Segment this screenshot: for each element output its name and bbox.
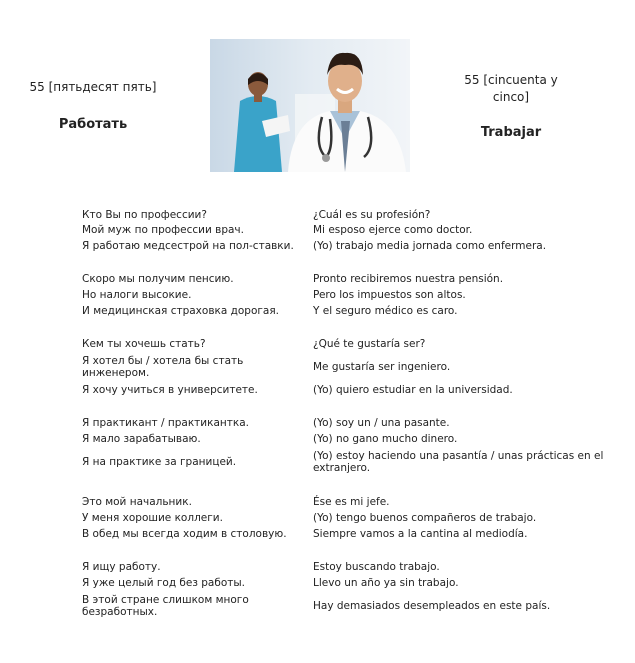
phrase-es: (Yo) no gano mucho dinero. [313,433,458,445]
phrase-row [82,575,622,591]
phrase-ru: Я практикант / практикантка. [82,417,249,429]
phrase-es: (Yo) trabajo media jornada como enfermera. [313,240,547,252]
lesson-number-es: 55 [cincuenta y cinco] [464,73,558,104]
phrase-ru: В этой стране слишком много безработных. [82,594,249,618]
phrase-es: Llevo un año ya sin trabajo. [313,577,459,589]
phrase-es: Pero los impuestos son altos. [313,289,466,301]
phrase-es: Siempre vamos a la cantina al mediodía. [313,528,528,540]
phrase-row [82,382,622,398]
phrase-ru: И медицинская страховка дорогая. [82,305,280,317]
doctor-nurse-photo [210,39,410,172]
phrase-row [82,494,622,510]
phrase-es: Me gustaría ser ingeniero. [313,361,451,373]
phrase-es: Pronto recibiremos nuestra pensión. [313,273,504,285]
phrase-row [82,208,622,222]
phrase-ru: Кем ты хочешь стать? [82,338,206,350]
phrase-row [82,271,622,287]
phrase-es: (Yo) estoy haciendo una pasantía / unas prácticas en el extranjero. [313,450,604,474]
phrase-es: ¿Cuál es su profesión? [313,209,431,221]
phrase-row [82,526,622,542]
phrase-ru: Я хотел бы / хотела бы стать инженером. [82,355,244,379]
phrase-row [82,415,622,431]
phrase-row [82,287,622,303]
lesson-title-es: Trabajar [480,125,542,140]
phrase-ru: Это мой начальник. [82,496,192,508]
phrase-ru: Я ищу работу. [82,561,161,573]
phrase-list [82,208,622,621]
phrase-ru: Я мало зарабатываю. [82,433,201,445]
lesson-title-ru: Работать [58,117,128,132]
phrase-ru: Я хочу учиться в университете. [82,384,258,396]
phrase-row [82,431,622,447]
phrase-ru: Я уже целый год без работы. [82,577,246,589]
phrase-ru: Мой муж по профессии врач. [82,224,244,236]
phrase-row [82,303,622,319]
phrase-row [82,447,622,477]
phrase-es: (Yo) tengo buenos compañeros de trabajo. [313,512,537,524]
phrase-es: Mi esposo ejerce como doctor. [313,224,473,236]
phrase-row [82,559,622,575]
phrase-row [82,510,622,526]
phrase-ru: У меня хорошие коллеги. [82,512,223,524]
phrase-es: Hay demasiados desempleados en este país. [313,600,551,612]
phrase-ru: Я на практике за границей. [82,456,237,468]
phrase-row [82,222,622,238]
phrase-ru: Но налоги высокие. [82,289,192,301]
phrase-row [82,238,622,254]
phrase-es: ¿Qué te gustaría ser? [313,338,426,350]
phrase-es: Y el seguro médico es caro. [313,305,458,317]
phrase-ru: Кто Вы по профессии? [82,209,207,221]
phrase-row [82,336,622,352]
phrase-row [82,352,622,382]
phrase-ru: В обед мы всегда ходим в столовую. [82,528,287,540]
phrase-es: Ése es mi jefe. [313,496,390,508]
phrase-es: (Yo) quiero estudiar en la universidad. [313,384,513,396]
phrase-ru: Скоро мы получим пенсию. [82,273,234,285]
lesson-number-ru: 55 [пятьдесят пять] [29,80,157,94]
phrase-ru: Я работаю медсестрой на пол-ставки. [82,240,294,252]
phrase-es: Estoy buscando trabajo. [313,561,440,573]
phrase-es: (Yo) soy un / una pasante. [313,417,450,429]
phrase-row [82,591,622,621]
